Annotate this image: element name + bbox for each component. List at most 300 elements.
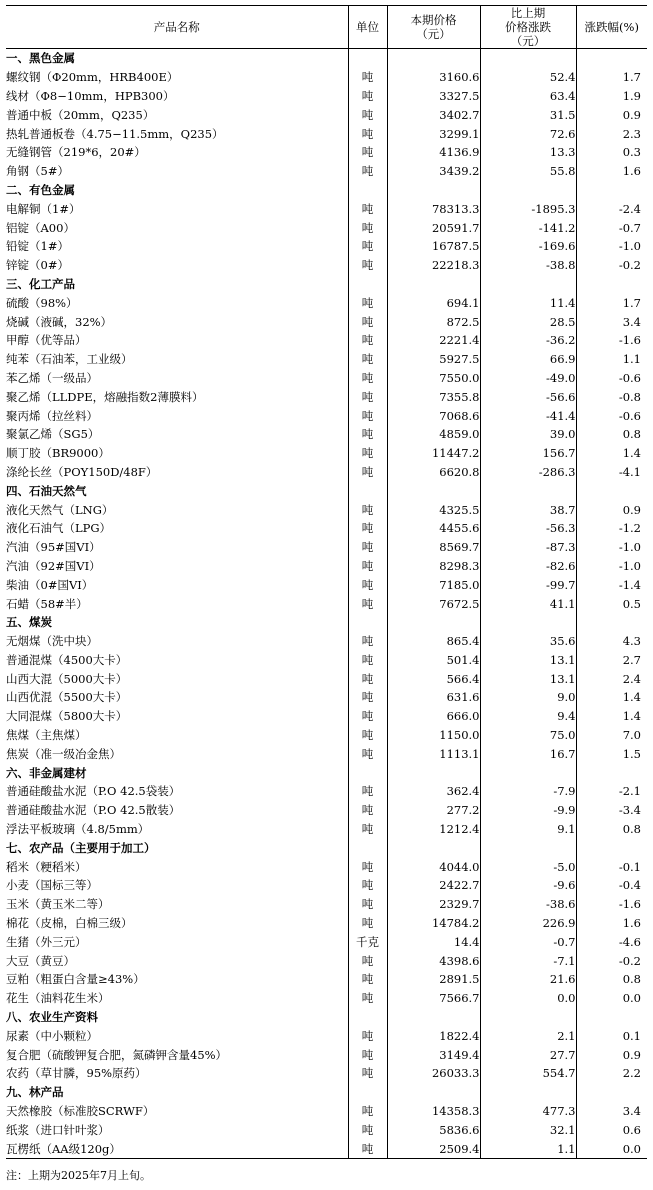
product-change: 75.0 (480, 726, 576, 745)
product-price: 4136.9 (387, 143, 480, 162)
product-change-percent: 0.5 (576, 594, 647, 613)
product-name: 聚氯乙烯（SG5） (6, 427, 100, 442)
table-row (6, 199, 647, 218)
category-pct-cell (576, 613, 647, 632)
product-change-percent: 2.4 (576, 669, 647, 688)
table-row (6, 387, 647, 406)
table-row (6, 1102, 647, 1121)
header-current-price (387, 6, 480, 49)
product-unit: 吨 (348, 406, 387, 425)
category-unit-cell (348, 613, 387, 632)
category-pct-cell (576, 275, 647, 294)
product-name: 线材（Φ8−10mm，HPB300） (6, 88, 175, 103)
product-change: 0.0 (480, 989, 576, 1008)
category-title: 四、石油天然气 (6, 483, 87, 498)
product-change: -141.2 (480, 218, 576, 237)
product-unit: 吨 (348, 1102, 387, 1121)
product-price: 16787.5 (387, 237, 480, 256)
product-change-percent: 0.1 (576, 1026, 647, 1045)
product-unit: 吨 (348, 632, 387, 651)
product-change-percent: 0.3 (576, 143, 647, 162)
product-change-percent: 0.0 (576, 1139, 647, 1158)
product-name: 柴油（0#国VI） (6, 577, 94, 592)
product-price: 6620.8 (387, 463, 480, 482)
category-unit-cell (348, 1008, 387, 1027)
table-row (6, 820, 647, 839)
product-price: 7566.7 (387, 989, 480, 1008)
category-title: 一、黑色金属 (6, 51, 75, 66)
category-row (6, 1008, 647, 1027)
product-name: 棉花（皮棉，白棉三级） (6, 916, 133, 931)
product-name: 石蜡（58#半） (6, 596, 88, 611)
product-change: 52.4 (480, 68, 576, 87)
product-change: 9.1 (480, 820, 576, 839)
product-unit: 吨 (348, 162, 387, 181)
category-price-cell (387, 481, 480, 500)
header-price-change-line3: （元） (510, 34, 546, 48)
product-unit: 吨 (348, 312, 387, 331)
product-change: 13.3 (480, 143, 576, 162)
product-name: 铝锭（A00） (6, 220, 75, 235)
category-unit-cell (348, 49, 387, 68)
product-name: 汽油（92#国VI） (6, 558, 101, 573)
price-table (6, 5, 647, 1159)
category-title: 二、有色金属 (6, 182, 75, 197)
product-name: 普通混煤（4500大卡） (6, 652, 128, 667)
product-name: 玉米（黄玉米二等） (6, 897, 110, 912)
category-title: 五、煤炭 (6, 615, 52, 630)
product-price: 7550.0 (387, 369, 480, 388)
product-name: 焦炭（准一级冶金焦） (6, 746, 121, 761)
category-title: 七、农产品（主要用于加工） (6, 840, 156, 855)
product-unit: 吨 (348, 782, 387, 801)
table-row (6, 312, 647, 331)
product-unit: 吨 (348, 951, 387, 970)
product-unit: 吨 (348, 801, 387, 820)
product-unit: 吨 (348, 688, 387, 707)
table-row (6, 124, 647, 143)
product-unit: 吨 (348, 1139, 387, 1158)
product-change-percent: 0.9 (576, 105, 647, 124)
product-unit: 吨 (348, 105, 387, 124)
product-price: 3299.1 (387, 124, 480, 143)
product-change: 38.7 (480, 500, 576, 519)
category-change-cell (480, 838, 576, 857)
product-name: 瓦楞纸（AA级120g） (6, 1139, 348, 1158)
table-row (6, 970, 647, 989)
product-change: 11.4 (480, 293, 576, 312)
product-change-percent: -1.4 (576, 575, 647, 594)
product-name: 液化石油气（LPG） (6, 521, 112, 536)
product-unit: 吨 (348, 293, 387, 312)
category-unit-cell (348, 763, 387, 782)
table-row (6, 632, 647, 651)
category-unit-cell (348, 1083, 387, 1102)
product-unit: 吨 (348, 463, 387, 482)
category-price-cell (387, 275, 480, 294)
product-unit: 吨 (348, 256, 387, 275)
table-row (6, 932, 647, 951)
category-row (6, 49, 647, 68)
product-name: 角钢（5#） (6, 164, 69, 179)
product-change: 21.6 (480, 970, 576, 989)
category-pct-cell (576, 1083, 647, 1102)
category-pct-cell (576, 838, 647, 857)
category-change-cell (480, 1008, 576, 1027)
category-unit-cell (348, 181, 387, 200)
product-change: -5.0 (480, 857, 576, 876)
product-change: 35.6 (480, 632, 576, 651)
header-unit: 单位 (348, 6, 387, 49)
product-change-percent: 4.3 (576, 632, 647, 651)
table-row (6, 237, 647, 256)
product-price: 3402.7 (387, 105, 480, 124)
product-change-percent: 0.9 (576, 500, 647, 519)
product-unit: 吨 (348, 369, 387, 388)
table-row (6, 350, 647, 369)
table-row (6, 895, 647, 914)
product-change: -82.6 (480, 557, 576, 576)
product-unit: 吨 (348, 331, 387, 350)
table-row (6, 444, 647, 463)
product-change-percent: -1.6 (576, 331, 647, 350)
category-title: 八、农业生产资料 (6, 1010, 98, 1025)
product-change-percent: -1.0 (576, 557, 647, 576)
product-change-percent: 0.8 (576, 425, 647, 444)
product-price: 7068.6 (387, 406, 480, 425)
table-row (6, 143, 647, 162)
table-row (6, 669, 647, 688)
product-change-percent: -0.1 (576, 857, 647, 876)
product-name: 电解铜（1#） (6, 201, 81, 216)
product-change-percent: 3.4 (576, 312, 647, 331)
product-unit: 吨 (348, 199, 387, 218)
product-unit: 吨 (348, 1026, 387, 1045)
product-name: 大同混煤（5800大卡） (6, 709, 128, 724)
product-change-percent: -1.0 (576, 237, 647, 256)
product-change: -9.6 (480, 876, 576, 895)
product-change: -9.9 (480, 801, 576, 820)
product-unit: 吨 (348, 218, 387, 237)
product-price: 865.4 (387, 632, 480, 651)
product-price: 4455.6 (387, 519, 480, 538)
product-price: 4859.0 (387, 425, 480, 444)
product-change: -286.3 (480, 463, 576, 482)
product-change-percent: -2.1 (576, 782, 647, 801)
category-unit-cell (348, 481, 387, 500)
table-row (6, 651, 647, 670)
product-change: 13.1 (480, 669, 576, 688)
header-current-price-line1: 本期价格 (410, 13, 457, 27)
category-pct-cell (576, 1008, 647, 1027)
table-row (6, 575, 647, 594)
product-name: 花生（油料花生米） (6, 991, 110, 1006)
product-change-percent: 0.8 (576, 820, 647, 839)
product-name: 普通中板（20mm，Q235） (6, 107, 155, 122)
header-price-change-line2: 价格涨跌 (505, 20, 551, 34)
header-change-percent: 涨跌幅(%) (576, 6, 647, 49)
product-unit: 吨 (348, 1064, 387, 1083)
product-unit: 吨 (348, 575, 387, 594)
category-title: 三、化工产品 (6, 276, 75, 291)
table-row (6, 857, 647, 876)
product-change-percent: 1.4 (576, 707, 647, 726)
product-change: 31.5 (480, 105, 576, 124)
product-name: 铅锭（1#） (6, 239, 69, 254)
product-change-percent: 7.0 (576, 726, 647, 745)
table-row (6, 162, 647, 181)
table-row (6, 801, 647, 820)
product-price: 1113.1 (387, 744, 480, 763)
product-change-percent: -1.6 (576, 895, 647, 914)
category-pct-cell (576, 181, 647, 200)
product-price: 26033.3 (387, 1064, 480, 1083)
product-change-percent: -1.2 (576, 519, 647, 538)
product-change: 16.7 (480, 744, 576, 763)
product-name: 豆粕（粗蛋白含量≥43%） (6, 972, 145, 987)
product-change-percent: -3.4 (576, 801, 647, 820)
table-row (6, 594, 647, 613)
category-price-cell (387, 1083, 480, 1102)
header-price-change-line1: 比上期 (510, 6, 546, 20)
product-change: 27.7 (480, 1045, 576, 1064)
product-name: 烧碱（液碱，32%） (6, 314, 113, 329)
product-price: 2221.4 (387, 331, 480, 350)
product-unit: 吨 (348, 989, 387, 1008)
header-product-name: 产品名称 (6, 6, 348, 49)
product-change: 63.4 (480, 87, 576, 106)
product-name: 涤纶长丝（POY150D/48F） (6, 464, 158, 479)
product-name: 顺丁胶（BR9000） (6, 446, 110, 461)
product-change-percent: -1.0 (576, 538, 647, 557)
product-name: 锌锭（0#） (6, 258, 69, 273)
product-change: -1895.3 (480, 199, 576, 218)
product-price: 78313.3 (387, 199, 480, 218)
footnote: 注：上期为2025年7月上旬。 (6, 1169, 151, 1182)
category-row (6, 838, 647, 857)
product-name: 无缝钢管（219*6，20#） (6, 145, 146, 160)
product-name: 山西大混（5000大卡） (6, 671, 128, 686)
product-unit: 吨 (348, 68, 387, 87)
product-change-percent: -0.2 (576, 256, 647, 275)
product-change-percent: 1.6 (576, 162, 647, 181)
category-unit-cell (348, 275, 387, 294)
table-row (6, 951, 647, 970)
product-change-percent: 0.0 (576, 989, 647, 1008)
product-change-percent: 2.2 (576, 1064, 647, 1083)
product-change-percent: -0.6 (576, 369, 647, 388)
product-price: 1212.4 (387, 820, 480, 839)
product-change: 72.6 (480, 124, 576, 143)
product-unit: 吨 (348, 237, 387, 256)
category-row (6, 181, 647, 200)
product-unit: 吨 (348, 387, 387, 406)
product-unit: 吨 (348, 914, 387, 933)
product-name: 天然橡胶（标准胶SCRWF） (6, 1104, 155, 1119)
product-name: 普通硅酸盐水泥（P.O 42.5袋装） (6, 784, 181, 799)
product-price: 666.0 (387, 707, 480, 726)
product-change: -0.7 (480, 932, 576, 951)
product-change-percent: 1.6 (576, 914, 647, 933)
category-row (6, 275, 647, 294)
category-price-cell (387, 49, 480, 68)
product-unit: 千克 (348, 932, 387, 951)
product-price: 2422.7 (387, 876, 480, 895)
product-price: 14.4 (387, 932, 480, 951)
product-unit: 吨 (348, 594, 387, 613)
product-change-percent: 1.9 (576, 87, 647, 106)
category-pct-cell (576, 763, 647, 782)
product-price: 2329.7 (387, 895, 480, 914)
product-change: 9.4 (480, 707, 576, 726)
table-row (6, 782, 647, 801)
product-name: 硫酸（98%） (6, 295, 78, 310)
product-unit: 吨 (348, 970, 387, 989)
product-change: 226.9 (480, 914, 576, 933)
category-pct-cell (576, 49, 647, 68)
product-unit: 吨 (348, 425, 387, 444)
category-price-cell (387, 181, 480, 200)
product-change-percent: 0.6 (576, 1120, 647, 1139)
table-row (6, 1120, 647, 1139)
product-name: 生猪（外三元） (6, 934, 87, 949)
table-row (6, 463, 647, 482)
product-price: 7672.5 (387, 594, 480, 613)
product-price: 3327.5 (387, 87, 480, 106)
category-title: 六、非金属建材 (6, 765, 87, 780)
product-name: 聚乙烯（LLDPE，熔融指数2薄膜料） (6, 389, 204, 404)
product-change: 41.1 (480, 594, 576, 613)
product-name: 螺纹钢（Φ20mm，HRB400E） (6, 70, 179, 85)
header-price-change (480, 6, 576, 49)
product-unit: 吨 (348, 876, 387, 895)
product-change-percent: 1.4 (576, 688, 647, 707)
product-unit: 吨 (348, 744, 387, 763)
product-price: 8298.3 (387, 557, 480, 576)
product-change-percent: -0.7 (576, 218, 647, 237)
table-row (6, 688, 647, 707)
product-change: -99.7 (480, 575, 576, 594)
product-change: -7.1 (480, 951, 576, 970)
product-change: 28.5 (480, 312, 576, 331)
product-name: 农药（草甘膦，95%原药） (6, 1066, 147, 1081)
product-change: -49.0 (480, 369, 576, 388)
table-row (6, 218, 647, 237)
product-change: 554.7 (480, 1064, 576, 1083)
product-name: 普通硅酸盐水泥（P.O 42.5散装） (6, 803, 181, 818)
category-change-cell (480, 49, 576, 68)
product-change-percent: -4.1 (576, 463, 647, 482)
category-row (6, 1083, 647, 1102)
product-change-percent: -0.2 (576, 951, 647, 970)
product-change-percent: 1.5 (576, 744, 647, 763)
product-price: 20591.7 (387, 218, 480, 237)
table-row (6, 406, 647, 425)
product-change: 32.1 (480, 1120, 576, 1139)
product-price: 3160.6 (387, 68, 480, 87)
product-price: 11447.2 (387, 444, 480, 463)
table-row (6, 68, 647, 87)
product-change: 1.1 (480, 1139, 576, 1158)
table-row (6, 425, 647, 444)
product-change: 39.0 (480, 425, 576, 444)
table-row (6, 369, 647, 388)
table-row (6, 744, 647, 763)
product-price: 22218.3 (387, 256, 480, 275)
category-price-cell (387, 838, 480, 857)
category-change-cell (480, 763, 576, 782)
product-price: 14358.3 (387, 1102, 480, 1121)
product-price: 3149.4 (387, 1045, 480, 1064)
table-row (6, 726, 647, 745)
product-price: 1150.0 (387, 726, 480, 745)
product-name: 苯乙烯（一级品） (6, 370, 98, 385)
product-unit: 吨 (348, 1120, 387, 1139)
product-unit: 吨 (348, 820, 387, 839)
product-unit: 吨 (348, 350, 387, 369)
product-change-percent: 2.3 (576, 124, 647, 143)
table-row (6, 538, 647, 557)
product-unit: 吨 (348, 707, 387, 726)
header-current-price-line2: （元） (416, 27, 451, 41)
product-name: 甲醇（优等品） (6, 333, 87, 348)
product-change: -87.3 (480, 538, 576, 557)
product-change-percent: -0.8 (576, 387, 647, 406)
product-unit: 吨 (348, 519, 387, 538)
product-unit: 吨 (348, 538, 387, 557)
category-title: 九、林产品 (6, 1085, 64, 1100)
product-change-percent: -0.6 (576, 406, 647, 425)
category-row (6, 613, 647, 632)
category-price-cell (387, 613, 480, 632)
product-unit: 吨 (348, 557, 387, 576)
product-unit: 吨 (348, 87, 387, 106)
product-price: 7185.0 (387, 575, 480, 594)
product-change: 477.3 (480, 1102, 576, 1121)
product-change-percent: -0.4 (576, 876, 647, 895)
product-change: 2.1 (480, 1026, 576, 1045)
category-price-cell (387, 763, 480, 782)
product-change-percent: 2.7 (576, 651, 647, 670)
product-name: 大豆（黄豆） (6, 953, 75, 968)
product-change: -169.6 (480, 237, 576, 256)
product-price: 501.4 (387, 651, 480, 670)
product-change: -36.2 (480, 331, 576, 350)
product-unit: 吨 (348, 444, 387, 463)
product-price: 4398.6 (387, 951, 480, 970)
table-body (6, 49, 647, 1159)
product-name: 尿素（中小颗粒） (6, 1028, 98, 1043)
product-price: 872.5 (387, 312, 480, 331)
product-name: 复合肥（硫酸钾复合肥，氮磷钾含量45%） (6, 1047, 228, 1062)
table-row (6, 87, 647, 106)
product-change-percent: 0.9 (576, 1045, 647, 1064)
category-change-cell (480, 181, 576, 200)
product-change-percent: 1.7 (576, 68, 647, 87)
product-unit: 吨 (348, 895, 387, 914)
product-name: 浮法平板玻璃（4.8/5mm） (6, 822, 150, 837)
product-price: 2509.4 (387, 1139, 480, 1158)
table-row (6, 500, 647, 519)
product-price: 566.4 (387, 669, 480, 688)
product-name: 小麦（国标三等） (6, 878, 98, 893)
product-name: 热轧普通板卷（4.75−11.5mm，Q235） (6, 126, 224, 141)
product-name: 液化天然气（LNG） (6, 502, 114, 517)
product-price: 4325.5 (387, 500, 480, 519)
product-price: 5927.5 (387, 350, 480, 369)
category-change-cell (480, 275, 576, 294)
category-pct-cell (576, 481, 647, 500)
